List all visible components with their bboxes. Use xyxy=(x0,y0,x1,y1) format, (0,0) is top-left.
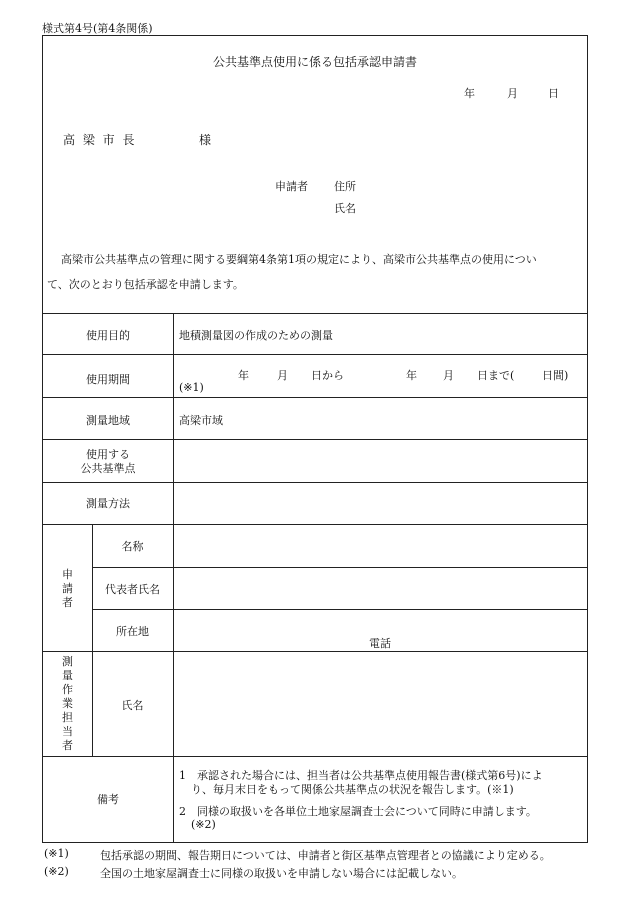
period-year2: 年 xyxy=(406,369,417,382)
surveyor-name-cell-label: 氏名 xyxy=(121,699,144,712)
points-label-line2: 公共基準点 xyxy=(80,462,136,475)
date-month: 月 xyxy=(507,87,518,100)
remarks-label: 備考 xyxy=(97,793,119,806)
period-days: 日間) xyxy=(542,369,569,382)
method-label: 測量方法 xyxy=(86,497,130,510)
footnote-2-text: 全国の土地家屋調査士に同様の取扱いを申請しない場合には記載しない。 xyxy=(100,867,463,880)
period-month2: 月 xyxy=(443,369,454,382)
form-title: 公共基準点使用に係る包括承認申請書 xyxy=(212,55,417,69)
applicant-name-cell-label: 名称 xyxy=(121,540,144,553)
applicant-group-label: 申 請 者 xyxy=(62,568,73,609)
body-text-line1: 高梁市公共基準点の管理に関する要綱第4条第1項の規定により、高梁市公共基準点の使用につい xyxy=(61,253,537,266)
applicant-rep-cell-label: 代表者氏名 xyxy=(105,583,160,596)
footnote-1-mark: (※1) xyxy=(44,847,69,860)
form-number: 様式第4号(第4条関係) xyxy=(42,22,153,35)
period-from: 日から xyxy=(311,369,344,382)
applicant-label: 申請者 xyxy=(275,180,308,193)
footnote-2-mark: (※2) xyxy=(44,865,69,878)
body-text-line2: て、次のとおり包括承認を申請します。 xyxy=(47,278,244,291)
points-label-line1: 使用する xyxy=(86,448,130,461)
purpose-label: 使用目的 xyxy=(86,329,130,342)
form-frame xyxy=(42,35,588,843)
date-day: 日 xyxy=(548,87,559,100)
area-label: 測量地域 xyxy=(86,414,130,427)
applicant-address-cell-label: 所在地 xyxy=(116,625,149,638)
period-label: 使用期間 xyxy=(86,373,130,386)
area-value: 高梁市域 xyxy=(179,414,223,427)
addressee-name: 高 梁 市 長 xyxy=(63,133,137,147)
purpose-value: 地積測量図の作成のための測量 xyxy=(179,329,333,342)
period-until: 日まで( xyxy=(477,369,515,382)
surveyor-group-label: 測 量 作 業 担 当 者 xyxy=(62,655,73,752)
period-month1: 月 xyxy=(277,369,288,382)
remarks-item2-line1: 2 同様の取扱いを各単位土地家屋調査士会について同時に申請します。 xyxy=(179,805,537,818)
remarks-item1-line2: り、毎月末日をもって関係公共基準点の状況を報告します。(※1) xyxy=(191,783,514,796)
period-note: (※1) xyxy=(179,381,204,394)
date-year: 年 xyxy=(464,87,475,100)
period-year1: 年 xyxy=(238,369,249,382)
remarks-item2-line2: (※2) xyxy=(191,818,216,831)
addressee-honorific: 様 xyxy=(199,133,212,147)
applicant-name-label: 氏名 xyxy=(334,202,356,215)
applicant-address-label: 住所 xyxy=(334,180,356,193)
footnote-1-text: 包括承認の期間、報告期日については、申請者と街区基準点管理者との協議により定める。 xyxy=(100,849,551,862)
remarks-item1-line1: 1 承認された場合には、担当者は公共基準点使用報告書(様式第6号)によ xyxy=(179,769,543,782)
applicant-phone-label: 電話 xyxy=(369,637,391,650)
